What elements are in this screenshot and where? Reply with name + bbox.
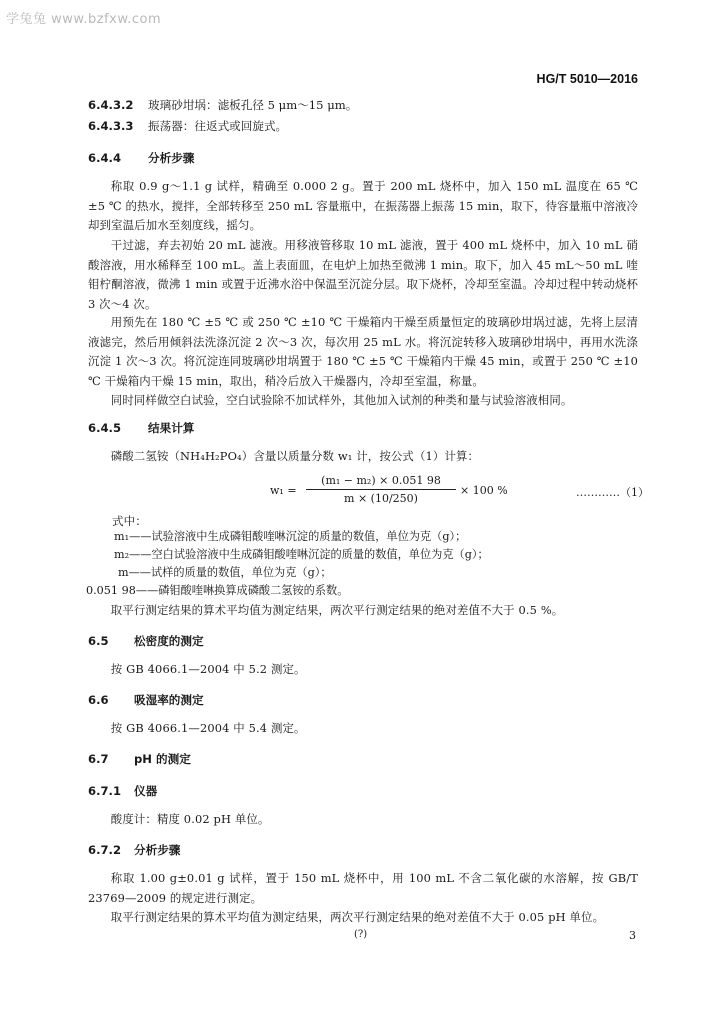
- analysis-paragraph-2: 干过滤，弃去初始 20 mL 滤液。用移液管移取 10 mL 滤液，置于 400 mL 烧杯中，加入 10 mL 硝酸溶液，用水稀释至 100 mL。盖上表面皿，在电炉上加热至微沸 1 min。取下，加入 45 mL～50 mL 喹钼柠酮溶液，微沸 1 min 或置于近沸水浴中保温至沉淀分层。取下烧杯，冷却至室温。冷却过程中转动烧杯 3 次～4 次。: [88, 238, 638, 311]
- clause-text: 玻璃砂坩埚：滤板孔径 5 μm～15 μm。: [148, 98, 358, 112]
- heading-title: 仪器: [134, 784, 158, 798]
- clause-6-4-3-2: [88, 97, 357, 114]
- definition-m1: m₁——试验溶液中生成磷钼酸喹啉沉淀的质量的数值，单位为克（g）；: [114, 530, 467, 543]
- heading-number: 6.7.2: [88, 843, 122, 857]
- heading-6-5: [88, 633, 204, 650]
- definition-m: m——试样的质量的数值，单位为克（g）；: [118, 566, 332, 579]
- heading-number: 6.4.5: [88, 421, 122, 435]
- clause-number: 6.4.3.3: [88, 119, 134, 133]
- watermark: 学兔兔 www.bzfxw.com: [6, 12, 162, 27]
- analysis-paragraph-4: 同时同样做空白试验，空白试验除不加试样外，其他加入试剂的种类和量与试验溶液相同。: [110, 393, 573, 407]
- heading-number: 6.6: [88, 693, 109, 707]
- heading-title: 分析步骤: [134, 843, 181, 857]
- ph-result-paragraph: 取平行测定结果的算术平均值为测定结果，两次平行测定结果的绝对差值不大于 0.05 pH 单位。: [110, 910, 605, 924]
- heading-title: 吸湿率的测定: [134, 693, 204, 707]
- heading-number: 6.4.4: [88, 151, 122, 165]
- heading-6-4-4: [88, 150, 194, 167]
- clause-6-4-3-3: [88, 118, 287, 135]
- ph-procedure-paragraph: 称取 1.00 g±0.01 g 试样，置于 150 mL 烧杯中，用 100 mL 不含二氧化碳的水溶解，按 GB/T 23769—2009 的规定进行测定。: [88, 871, 638, 905]
- formula-1: [270, 474, 650, 510]
- heading-6-7-1: [88, 783, 157, 800]
- formula-lhs: w₁ =: [270, 484, 297, 497]
- heading-6-7-2: [88, 842, 180, 859]
- heading-title: 结果计算: [148, 421, 195, 435]
- formula-denominator: m × (10/250): [344, 492, 418, 505]
- heading-number: 6.7: [88, 752, 109, 766]
- formula-tail: × 100 %: [460, 484, 508, 497]
- heading-title: pH 的测定: [134, 752, 191, 766]
- result-conclusion: 取平行测定结果的算术平均值为测定结果，两次平行测定结果的绝对差值不大于 0.5 %。: [110, 603, 564, 617]
- standard-number: HG/T 5010—2016: [536, 72, 638, 86]
- heading-title: 松密度的测定: [134, 634, 204, 648]
- formula-fraction: [306, 474, 456, 505]
- formula-numerator: (m₁ − m₂) × 0.051 98: [306, 474, 456, 490]
- heading-6-4-5: [88, 420, 194, 437]
- clause-number: 6.4.3.2: [88, 98, 134, 112]
- heading-number: 6.5: [88, 634, 109, 648]
- heading-title: 分析步骤: [148, 151, 195, 165]
- formula-number: …………（1）: [576, 486, 649, 499]
- analysis-paragraph-1: 称取 0.9 g～1.1 g 试样，精确至 0.000 2 g。置于 200 mL 烧杯中，加入 150 mL 温度在 65 ℃ ±5 ℃ 的热水，搅拌，全部转移至 250 mL 容量瓶中，在振荡器上振荡 15 min，取下，待容量瓶中溶液冷却到室温后加水至刻度线，摇匀。: [88, 179, 638, 232]
- instrument-text: 酸度计：精度 0.02 pH 单位。: [110, 812, 270, 826]
- formula-intro: 磷酸二氢铵（NH₄H₂PO₄）含量以质量分数 w₁ 计，按公式（1）计算：: [110, 449, 480, 463]
- heading-6-7: [88, 751, 191, 768]
- footer-center-mark: (?): [354, 929, 368, 940]
- heading-number: 6.7.1: [88, 784, 122, 798]
- page-number: 3: [629, 929, 636, 942]
- definition-coefficient: 0.051 98——磷钼酸喹啉换算成磷酸二氢铵的系数。: [86, 584, 349, 597]
- bulk-density-text: 按 GB 4066.1—2004 中 5.2 测定。: [110, 662, 306, 676]
- where-label: 式中：: [112, 514, 147, 528]
- clause-text: 振荡器：往返式或回旋式。: [148, 119, 288, 133]
- moisture-absorption-text: 按 GB 4066.1—2004 中 5.4 测定。: [110, 721, 306, 735]
- definition-m2: m₂——空白试验溶液中生成磷钼酸喹啉沉淀的质量的数值，单位为克（g）；: [114, 548, 489, 561]
- analysis-paragraph-3: 用预先在 180 ℃ ±5 ℃ 或 250 ℃ ±10 ℃ 干燥箱内干燥至质量恒定的玻璃砂坩埚过滤，先将上层清液滤完，然后用倾斜法洗涤沉淀 2 次～3 次，每次用 25 mL 水。将沉淀转移入玻璃砂坩埚中，再用水洗涤沉淀 1 次～3 次。将沉淀连同玻璃砂坩埚置于 180 ℃ ±5 ℃ 干燥箱内干燥 45 min，或置于 250 ℃ ±10 ℃ 干燥箱内干燥 15 min，取出，稍冷后放入干燥器内，冷却至室温，称量。: [88, 315, 638, 388]
- heading-6-6: [88, 692, 204, 709]
